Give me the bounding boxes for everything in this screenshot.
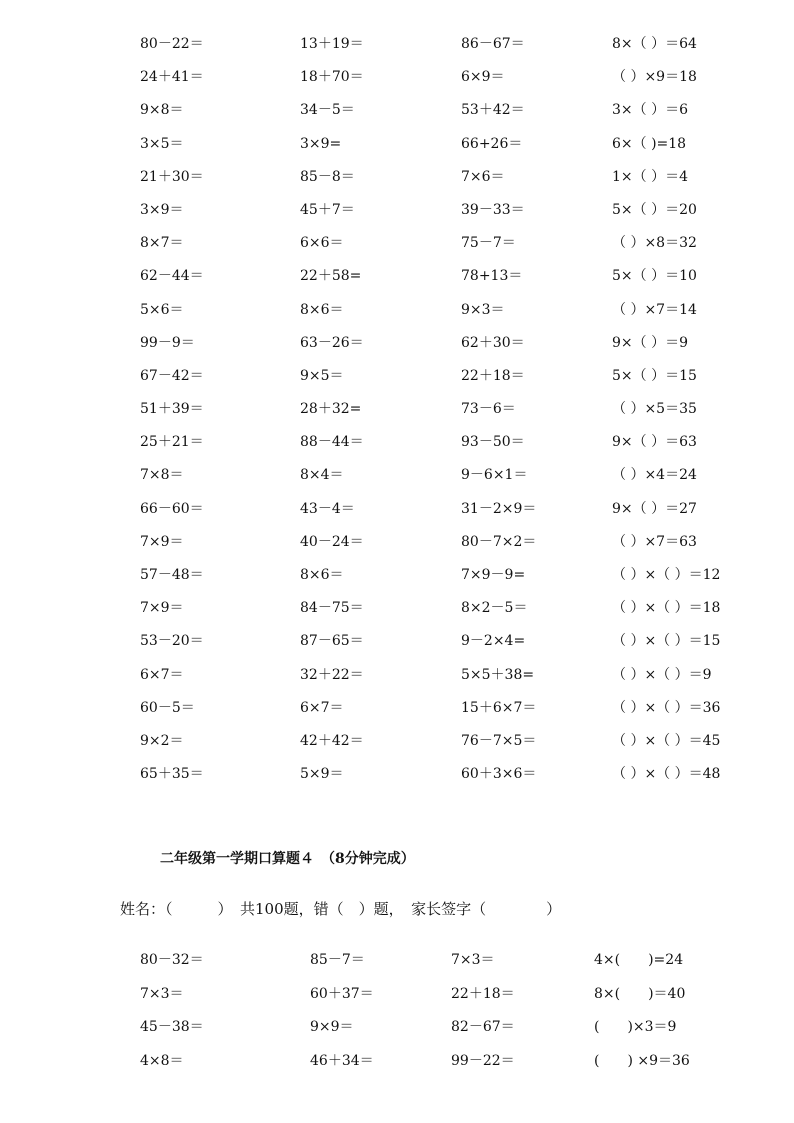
problem-row — [0, 459, 794, 492]
problem-cell: 6×6＝ — [300, 235, 344, 252]
problem-cell: 66－60＝ — [140, 500, 204, 517]
problem-cell: 32＋22＝ — [300, 666, 364, 683]
problem-cell: 9×2＝ — [140, 732, 184, 749]
problem-cell: （ ）×（ ）＝9 — [612, 666, 712, 683]
problem-cell: 6×7＝ — [140, 666, 184, 683]
problem-cell: 13＋19＝ — [300, 36, 364, 52]
problem-cell: 53－20＝ — [140, 633, 204, 650]
problem-cell: 43－4＝ — [300, 500, 355, 517]
problem-cell: 76－7×5＝ — [461, 732, 537, 749]
problem-cell: 60－5＝ — [140, 699, 195, 716]
problem-cell: 28＋32= — [300, 401, 362, 418]
problem-cell: 6×7＝ — [300, 699, 344, 716]
problem-cell: ( ) ×9＝36 — [594, 1052, 690, 1069]
problem-row — [0, 327, 794, 360]
problem-cell: 3×（ ）＝6 — [612, 102, 688, 119]
problem-cell: 45－38＝ — [140, 1019, 204, 1035]
problem-row — [0, 1045, 794, 1079]
problem-cell: 7×9＝ — [140, 600, 184, 617]
problem-cell: 6×9＝ — [461, 69, 505, 86]
problem-cell: 80－22＝ — [140, 36, 204, 52]
problem-cell: 6×（ )=18 — [612, 135, 687, 152]
problem-cell: 25＋21＝ — [140, 434, 204, 451]
problem-row — [0, 61, 794, 94]
problem-row — [0, 128, 794, 161]
problem-cell: 8×7＝ — [140, 235, 184, 252]
problem-cell: 34－5＝ — [300, 102, 355, 119]
problem-row — [0, 758, 794, 791]
problem-cell: 5×（ ）＝15 — [612, 367, 697, 384]
problem-cell: 3×9= — [300, 135, 342, 152]
problem-grid-1 — [0, 28, 794, 791]
problem-cell: 9×（ ）＝27 — [612, 500, 697, 517]
problem-cell: （ ）×（ ）＝48 — [612, 766, 721, 783]
problem-cell: 73－6＝ — [461, 401, 516, 418]
problem-row — [0, 360, 794, 393]
problem-grid-2 — [0, 944, 794, 1078]
problem-row — [0, 725, 794, 758]
problem-cell: 99－22＝ — [451, 1052, 515, 1069]
problem-row — [0, 393, 794, 426]
problem-cell: 8×6＝ — [300, 301, 344, 318]
problem-cell: 65＋35＝ — [140, 766, 204, 783]
worksheet-title: 二年级第一学期口算题４ （8分钟完成） — [160, 851, 415, 867]
problem-cell: 7×8＝ — [140, 467, 184, 484]
problem-cell: 53＋42＝ — [461, 102, 525, 119]
problem-cell: 85－8＝ — [300, 168, 355, 185]
problem-cell: ( )×3＝9 — [594, 1019, 677, 1035]
problem-cell: 1×（ ）＝4 — [612, 168, 688, 185]
problem-cell: （ ）×（ ）＝18 — [612, 600, 721, 617]
problem-cell: 9－6×1＝ — [461, 467, 528, 484]
problem-cell: 67－42＝ — [140, 367, 204, 384]
problem-row — [0, 260, 794, 293]
problem-cell: 66+26＝ — [461, 135, 523, 152]
problem-cell: 8×6＝ — [300, 567, 344, 583]
problem-cell: 8×（ ）＝64 — [612, 36, 697, 52]
problem-cell: （ ）×（ ）＝36 — [612, 699, 721, 716]
problem-row — [0, 692, 794, 725]
problem-cell: 85－7＝ — [310, 952, 365, 968]
problem-cell: 7×9＝ — [140, 533, 184, 550]
problem-cell: 80－7×2＝ — [461, 533, 537, 550]
problem-cell: 9×5＝ — [300, 367, 344, 384]
problem-row — [0, 28, 794, 61]
problem-cell: 24＋41＝ — [140, 69, 204, 86]
problem-cell: 88－44＝ — [300, 434, 364, 451]
problem-cell: 42＋42＝ — [300, 732, 364, 749]
problem-cell: 8×( )＝40 — [594, 985, 686, 1002]
problem-cell: 78+13＝ — [461, 268, 523, 285]
problem-cell: 9×（ ）＝63 — [612, 434, 697, 451]
problem-cell: 46＋34＝ — [310, 1052, 374, 1069]
problem-cell: 40－24＝ — [300, 533, 364, 550]
problem-cell: 82－67＝ — [451, 1019, 515, 1035]
problem-cell: 22＋18＝ — [461, 367, 525, 384]
problem-row — [0, 194, 794, 227]
problem-cell: 93－50＝ — [461, 434, 525, 451]
problem-cell: 9×8＝ — [140, 102, 184, 119]
problem-row — [0, 426, 794, 459]
problem-cell: 15＋6×7＝ — [461, 699, 537, 716]
problem-cell: 62＋30＝ — [461, 334, 525, 351]
problem-cell: （ ）×7＝63 — [612, 533, 697, 550]
problem-cell: 80－32＝ — [140, 952, 204, 968]
problem-row — [0, 1011, 794, 1045]
problem-cell: 57－48＝ — [140, 567, 204, 583]
problem-row — [0, 592, 794, 625]
problem-row — [0, 526, 794, 559]
problem-cell: 5×6＝ — [140, 301, 184, 318]
problem-cell: 99－9＝ — [140, 334, 195, 351]
problem-cell: 8×2－5＝ — [461, 600, 528, 617]
problem-cell: 3×9＝ — [140, 201, 184, 218]
problem-cell: 5×（ ）＝20 — [612, 201, 697, 218]
problem-cell: 7×9－9= — [461, 567, 526, 583]
problem-cell: （ ）×（ ）＝12 — [612, 567, 721, 583]
problem-cell: 86－67＝ — [461, 36, 525, 52]
problem-cell: 45＋7＝ — [300, 201, 355, 218]
problem-cell: 62－44＝ — [140, 268, 204, 285]
problem-cell: （ ）×（ ）＝15 — [612, 633, 721, 650]
problem-cell: 60＋37＝ — [310, 985, 374, 1002]
problem-cell: （ ）×（ ）＝45 — [612, 732, 721, 749]
problem-cell: 60＋3×6＝ — [461, 766, 537, 783]
problem-row — [0, 659, 794, 692]
problem-cell: 5×（ ）＝10 — [612, 268, 697, 285]
problem-cell: （ ）×4＝24 — [612, 467, 697, 484]
problem-cell: 5×9＝ — [300, 766, 344, 783]
problem-cell: 51＋39＝ — [140, 401, 204, 418]
problem-cell: 8×4＝ — [300, 467, 344, 484]
problem-row — [0, 493, 794, 526]
problem-cell: 75－7＝ — [461, 235, 516, 252]
problem-cell: 63－26＝ — [300, 334, 364, 351]
problem-cell: 7×3＝ — [140, 985, 184, 1002]
problem-row — [0, 161, 794, 194]
problem-cell: 9－2×4= — [461, 633, 526, 650]
problem-row — [0, 625, 794, 658]
problem-cell: 87－65＝ — [300, 633, 364, 650]
problem-row — [0, 94, 794, 127]
problem-cell: 22＋18＝ — [451, 985, 515, 1002]
problem-row — [0, 944, 794, 978]
problem-cell: 7×3＝ — [451, 952, 495, 968]
problem-cell: 18＋70＝ — [300, 69, 364, 86]
problem-cell: 4×8＝ — [140, 1052, 184, 1069]
problem-cell: （ ）×5＝35 — [612, 401, 697, 418]
problem-cell: （ ）×8＝32 — [612, 235, 697, 252]
problem-cell: 39－33＝ — [461, 201, 525, 218]
student-info-line: 姓名：（ ） 共100题，错（ ）题， 家长签字（ ） — [120, 900, 562, 918]
problem-row — [0, 978, 794, 1012]
problem-cell: 9×（ ）＝9 — [612, 334, 688, 351]
problem-row — [0, 559, 794, 592]
problem-cell: 4×( )=24 — [594, 952, 684, 968]
problem-cell: 3×5＝ — [140, 135, 184, 152]
problem-row — [0, 294, 794, 327]
problem-cell: 84－75＝ — [300, 600, 364, 617]
problem-cell: 9×3＝ — [461, 301, 505, 318]
problem-cell: 7×6＝ — [461, 168, 505, 185]
problem-cell: 21＋30＝ — [140, 168, 204, 185]
problem-cell: 31－2×9＝ — [461, 500, 537, 517]
problem-cell: 5×5＋38= — [461, 666, 535, 683]
problem-cell: （ ）×9＝18 — [612, 69, 697, 86]
problem-cell: 22＋58= — [300, 268, 362, 285]
problem-row — [0, 227, 794, 260]
problem-cell: （ ）×7＝14 — [612, 301, 697, 318]
problem-cell: 9×9＝ — [310, 1019, 354, 1035]
